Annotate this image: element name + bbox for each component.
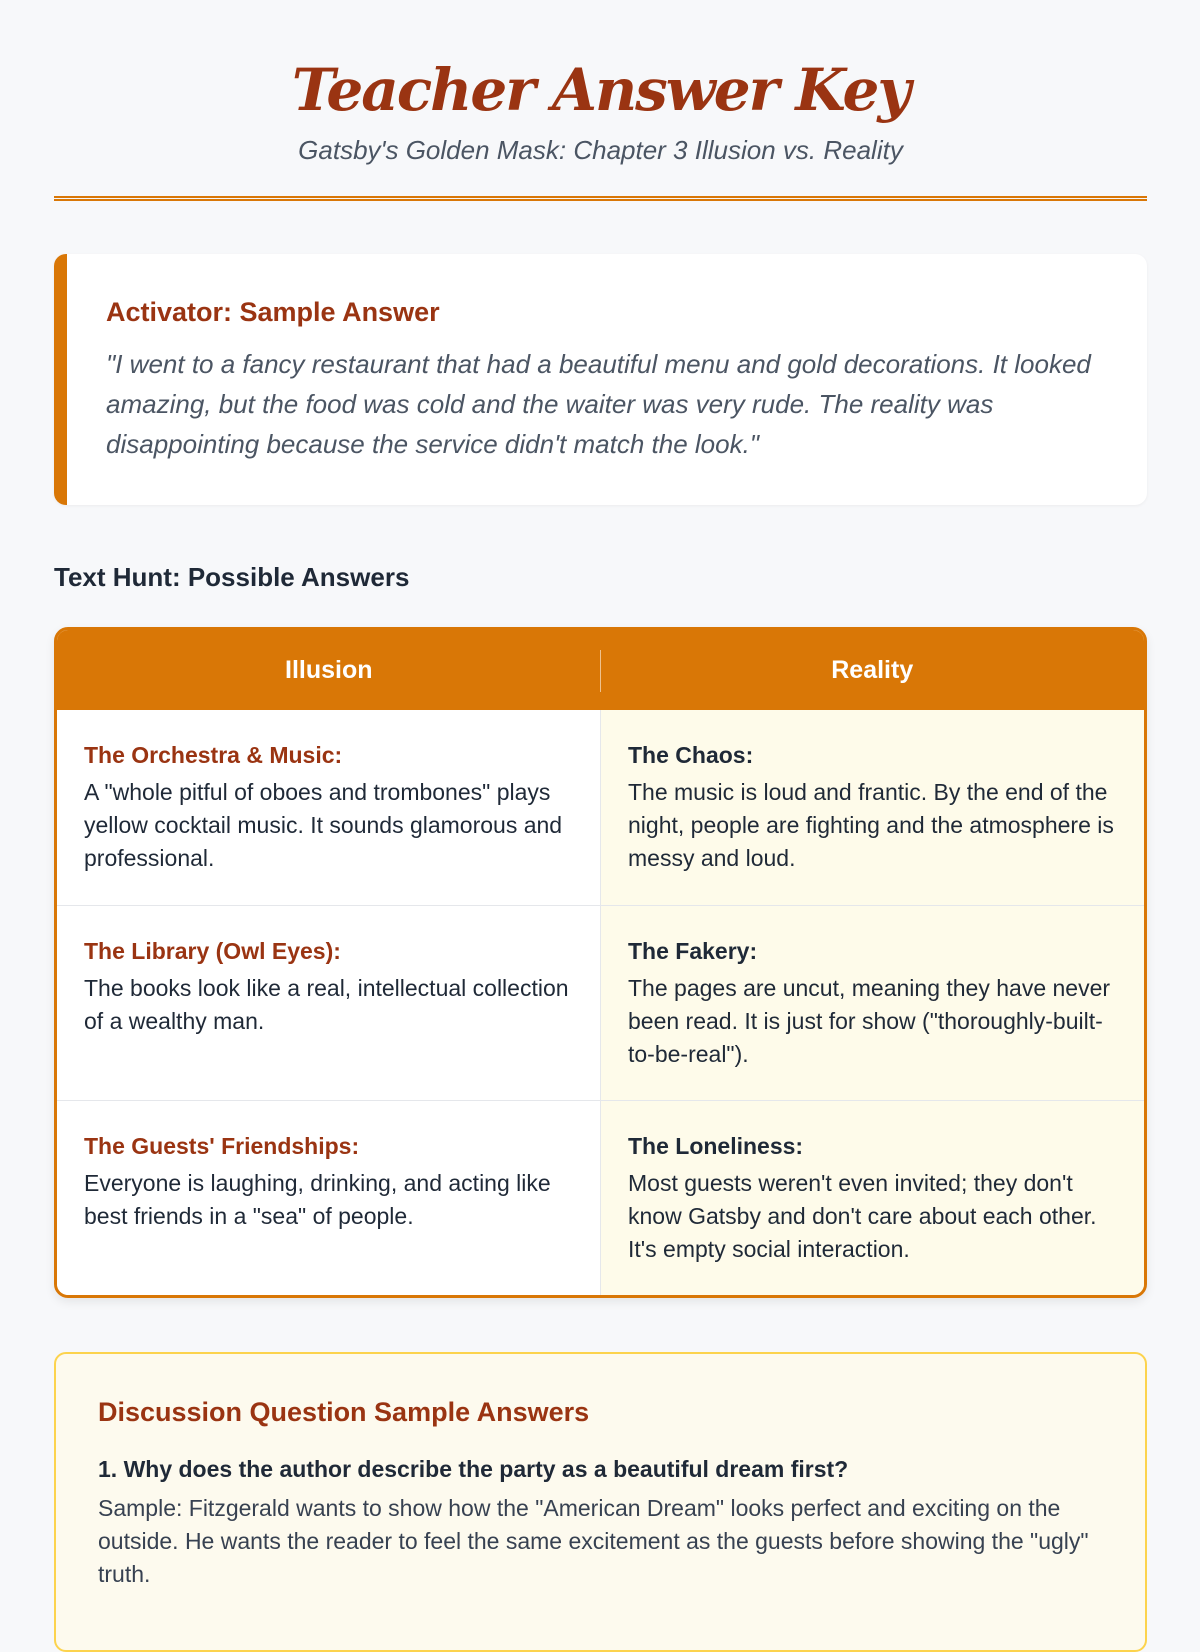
discussion-card — [54, 1352, 1147, 1652]
page-header — [54, 0, 1147, 201]
activator-sample-answer: "I went to a fancy restaurant that had a beautiful menu and gold decorations. It looked amazing, but the food was cold and the waiter was very rude. The reality was disappointing because the service didn't match the look." — [106, 349, 1091, 459]
table-row — [57, 1100, 1144, 1295]
table-row — [57, 905, 1144, 1100]
activator-card — [54, 254, 1147, 505]
illusion-cell — [57, 1100, 601, 1295]
reality-text: Most guests weren't even invited; they don't know Gatsby and don't care about each other. It's empty social interaction. — [628, 1169, 1097, 1262]
illusion-cell — [57, 905, 601, 1100]
reality-label: The Chaos: — [628, 742, 754, 768]
reality-label: The Loneliness: — [628, 1132, 804, 1159]
discussion-sample-answer: Sample: Fitzgerald wants to show how the "American Dream" looks perfect and exciting on the outside. He wants the reader to feel the same excitement as the guests before showing the "ugly" truth. — [98, 1495, 1089, 1587]
reality-cell — [601, 1100, 1145, 1295]
reality-text: The pages are uncut, meaning they have never been read. It is just for show ("thoroughly-built-to-be-real"). — [628, 974, 1111, 1067]
answer-key-page — [54, 0, 1147, 1652]
page-subtitle: Gatsby's Golden Mask: Chapter 3 Illusion vs. Reality — [298, 135, 903, 165]
illusion-reality-table — [54, 627, 1147, 1298]
reality-text: The music is loud and frantic. By the end of the night, people are fighting and the atmosphere is messy and loud. — [628, 779, 1114, 871]
page-title: Teacher Answer Key — [291, 56, 910, 124]
text-hunt-heading: Text Hunt: Possible Answers — [54, 562, 410, 592]
column-header-reality: Reality — [601, 630, 1145, 710]
discussion-question: 1. Why does the author describe the party as a beautiful dream first? — [98, 1456, 849, 1482]
header-divider — [54, 196, 1147, 201]
illusion-label: The Orchestra & Music: — [84, 742, 343, 768]
illusion-text: The books look like a real, intellectual collection of a wealthy man. — [84, 974, 569, 1034]
reality-cell — [601, 905, 1145, 1100]
illusion-text: Everyone is laughing, drinking, and acting like best friends in a "sea" of people. — [84, 1169, 551, 1229]
table-header-row — [57, 630, 1144, 710]
reality-label: The Fakery: — [628, 937, 758, 964]
table-row — [57, 710, 1144, 905]
column-header-illusion: Illusion — [57, 630, 601, 710]
illusion-text: A "whole pitful of oboes and trombones" plays yellow cocktail music. It sounds glamorous and professional. — [84, 779, 563, 871]
illusion-label: The Library (Owl Eyes): — [84, 937, 341, 964]
discussion-title: Discussion Question Sample Answers — [98, 1397, 590, 1427]
illusion-label: The Guests' Friendships: — [84, 1132, 360, 1159]
activator-title: Activator: Sample Answer — [106, 297, 440, 327]
illusion-cell — [57, 710, 601, 905]
reality-cell — [601, 710, 1145, 905]
